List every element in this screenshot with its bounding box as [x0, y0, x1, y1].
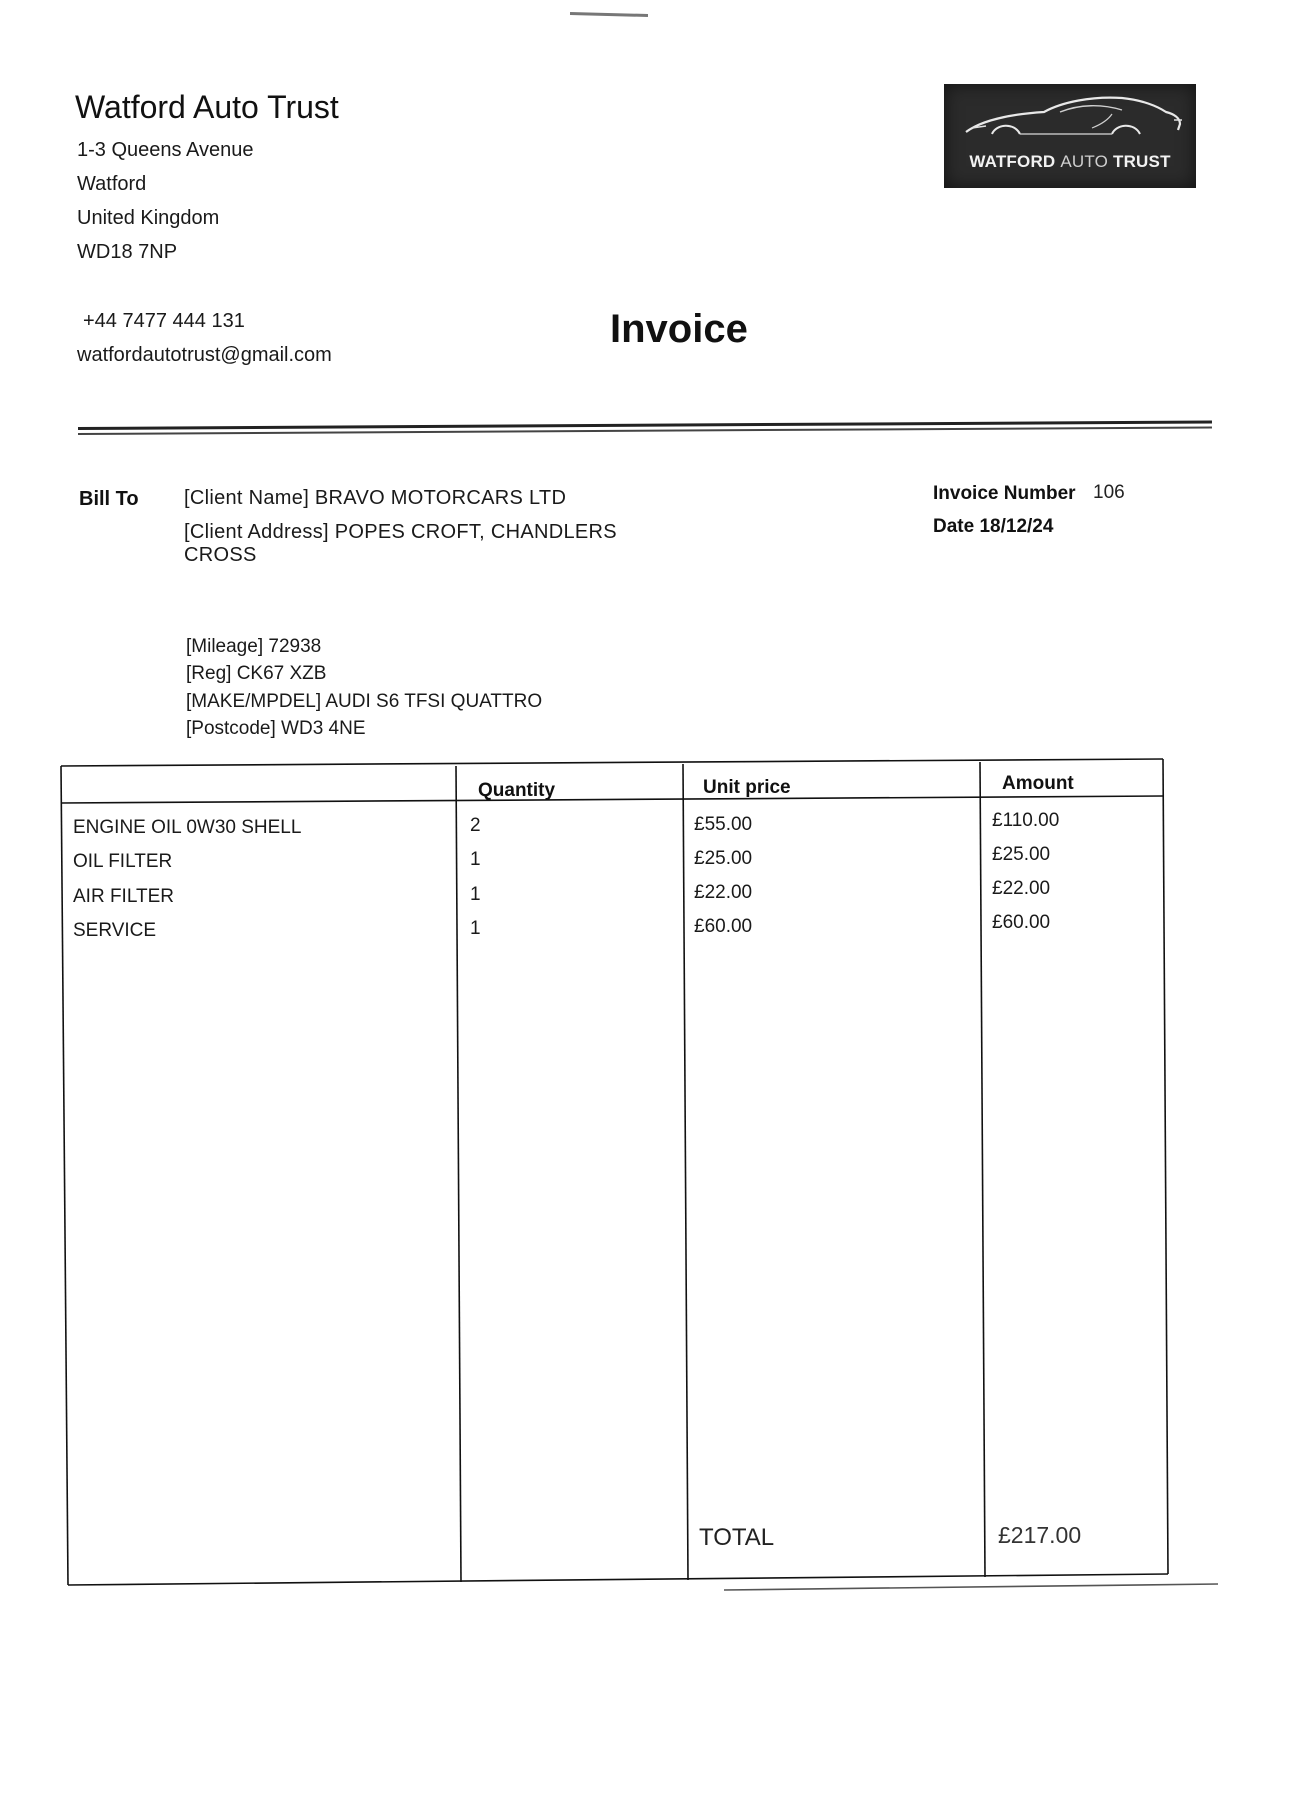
- company-address-line-2: Watford: [77, 173, 147, 195]
- company-postcode: WD18 7NP: [77, 241, 178, 263]
- company-address-line-3: United Kingdom: [77, 207, 220, 229]
- row-2-unit-price: £25.00: [694, 848, 753, 869]
- logo-text-auto: AUTO: [1060, 152, 1109, 171]
- row-1-description: ENGINE OIL 0W30 SHELL: [73, 817, 302, 838]
- vehicle-reg: [Reg] CK67 XZB: [186, 663, 327, 684]
- company-phone: +44 7477 444 131: [83, 310, 245, 332]
- row-2-amount: £25.00: [992, 844, 1051, 865]
- row-3-quantity: 1: [470, 884, 481, 905]
- row-3-amount: £22.00: [992, 878, 1051, 899]
- total-label: TOTAL: [699, 1524, 775, 1551]
- invoice-title: Invoice: [610, 307, 748, 351]
- invoice-number: 106: [1093, 482, 1125, 503]
- row-1-quantity: 2: [470, 815, 481, 836]
- row-4-amount: £60.00: [992, 912, 1051, 933]
- company-address-line-1: 1-3 Queens Avenue: [77, 139, 254, 161]
- vehicle-postcode: [Postcode] WD3 4NE: [186, 718, 366, 739]
- row-3-unit-price: £22.00: [694, 882, 753, 903]
- client-address-line-1: [Client Address] POPES CROFT, CHANDLERS: [184, 521, 617, 543]
- logo-text-watford: WATFORD: [969, 152, 1056, 171]
- vehicle-mileage: [Mileage] 72938: [186, 636, 322, 657]
- row-2-quantity: 1: [470, 849, 481, 870]
- vehicle-make-model: [MAKE/MPDEL] AUDI S6 TFSI QUATTRO: [186, 691, 543, 712]
- total-value: £217.00: [998, 1522, 1082, 1548]
- total-underline: [724, 1584, 1218, 1590]
- company-email: watfordautotrust@gmail.com: [77, 344, 332, 366]
- row-3-description: AIR FILTER: [73, 886, 174, 907]
- row-1-amount: £110.00: [992, 810, 1060, 831]
- col-header-unit-price: Unit price: [703, 777, 791, 798]
- row-4-description: SERVICE: [73, 920, 157, 941]
- client-name: [Client Name] BRAVO MOTORCARS LTD: [184, 487, 567, 509]
- row-4-quantity: 1: [470, 918, 481, 939]
- invoice-date: 18/12/24: [979, 516, 1054, 537]
- row-4-unit-price: £60.00: [694, 916, 753, 937]
- invoice-number-label: Invoice Number: [933, 483, 1076, 504]
- company-name: Watford Auto Trust: [75, 89, 339, 125]
- col-header-quantity: Quantity: [478, 780, 556, 801]
- date-label: Date: [933, 516, 975, 537]
- row-2-description: OIL FILTER: [73, 851, 173, 872]
- row-1-unit-price: £55.00: [694, 814, 753, 835]
- bill-to-label: Bill To: [79, 488, 139, 510]
- client-address-line-2: CROSS: [184, 544, 257, 566]
- logo-text-trust: TRUST: [1113, 152, 1171, 171]
- col-header-amount: Amount: [1002, 773, 1074, 794]
